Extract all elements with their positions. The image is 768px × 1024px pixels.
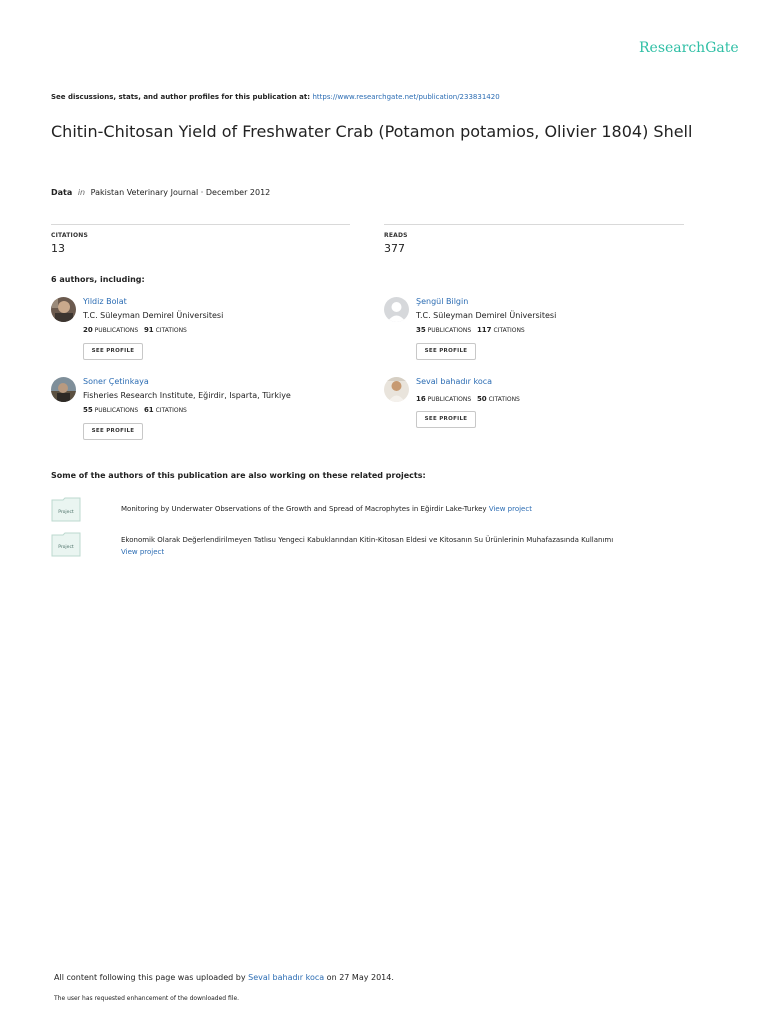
project-item	[121, 503, 532, 515]
divider-left	[51, 224, 350, 225]
uploader-link[interactable]: Seval bahadır koca	[248, 973, 325, 982]
citations-label: CITATIONS	[488, 396, 520, 403]
view-project-link[interactable]: View project	[121, 548, 165, 556]
publication-venue: Pakistan Veterinary Journal · December 2012	[90, 188, 271, 197]
project-item	[121, 534, 613, 558]
publication-meta	[51, 188, 270, 197]
author-name-link[interactable]: Şengül Bilgin	[416, 297, 469, 306]
citations-label: CITATIONS	[155, 327, 187, 334]
citations-label: CITATIONS	[493, 327, 525, 334]
see-profile-button[interactable]: SEE PROFILE	[416, 343, 476, 360]
authors-heading: 6 authors, including:	[51, 275, 145, 284]
upload-note	[54, 973, 394, 982]
citations-label: CITATIONS	[51, 232, 89, 239]
author-card	[51, 297, 371, 369]
author-publications-count: 55	[83, 406, 93, 414]
author-photo-icon[interactable]	[384, 377, 409, 402]
author-publications-count: 20	[83, 326, 93, 334]
author-citations-count: 91	[143, 326, 154, 334]
author-name-link[interactable]: Soner Çetinkaya	[83, 377, 149, 386]
project-folder-icon[interactable]	[51, 497, 81, 522]
author-citations-count: 50	[476, 395, 487, 403]
project-title: Monitoring by Underwater Observations of the Growth and Spread of Macrophytes in Eğirdir Lake-Turkey	[121, 505, 487, 513]
project-title: Ekonomik Olarak Değerlendirilmeyen Tatlısu Yengeci Kabuklarından Kitin-Kitosan Eldesi ve Kitosanın Su Ürünlerinin Muhafazasında Kullanımı	[121, 536, 614, 544]
publications-label: PUBLICATIONS	[427, 396, 472, 403]
author-citations-count: 117	[476, 326, 492, 334]
publication-title: Chitin-Chitosan Yield of Freshwater Crab (Potamon potamios, Olivier 1804) Shell	[51, 122, 693, 141]
upload-prefix: All content following this page was uploaded by	[54, 973, 249, 982]
upload-suffix: on 27 May 2014.	[324, 973, 394, 982]
author-name-link[interactable]: Yildiz Bolat	[83, 297, 127, 306]
discussion-prefix: See discussions, stats, and author profiles for this publication at:	[51, 93, 313, 101]
author-stats	[83, 406, 187, 414]
author-stats	[416, 395, 520, 403]
reads-label: READS	[384, 232, 408, 239]
view-project-link[interactable]: View project	[488, 505, 532, 513]
in-word: in	[77, 188, 86, 197]
author-photo-icon[interactable]	[51, 377, 76, 402]
author-publications-count: 35	[416, 326, 426, 334]
see-profile-button[interactable]: SEE PROFILE	[83, 343, 143, 360]
publications-label: PUBLICATIONS	[94, 407, 139, 414]
project-icon-label: Project	[58, 545, 74, 550]
author-institution: T.C. Süleyman Demirel Üniversitesi	[83, 311, 224, 320]
publications-label: PUBLICATIONS	[427, 327, 472, 334]
projects-heading: Some of the authors of this publication are also working on these related projects:	[51, 471, 426, 480]
citations-value: 13	[51, 242, 65, 255]
publications-label: PUBLICATIONS	[94, 327, 139, 334]
author-stats	[83, 326, 187, 334]
see-profile-button[interactable]: SEE PROFILE	[416, 411, 476, 428]
author-stats	[416, 326, 525, 334]
researchgate-logo[interactable]: ResearchGate	[639, 40, 739, 56]
project-icon-label: Project	[58, 510, 74, 515]
author-institution: Fisheries Research Institute, Eğirdir, Isparta, Türkiye	[83, 391, 291, 400]
publication-url-link[interactable]: https://www.researchgate.net/publication/233831420	[312, 93, 500, 101]
author-card	[51, 377, 371, 449]
author-card	[384, 377, 704, 449]
project-folder-icon[interactable]	[51, 532, 81, 557]
enhancement-note: The user has requested enhancement of the downloaded file.	[54, 995, 240, 1002]
author-publications-count: 16	[416, 395, 426, 403]
default-avatar-icon[interactable]	[384, 297, 409, 322]
author-card	[384, 297, 704, 369]
citations-label: CITATIONS	[155, 407, 187, 414]
author-name-link[interactable]: Seval bahadır koca	[416, 377, 493, 386]
author-institution: T.C. Süleyman Demirel Üniversitesi	[416, 311, 557, 320]
author-photo-icon[interactable]	[51, 297, 76, 322]
see-profile-button[interactable]: SEE PROFILE	[83, 423, 143, 440]
divider-right	[384, 224, 684, 225]
publication-type: Data	[51, 188, 73, 197]
discussion-line	[51, 93, 500, 101]
author-citations-count: 61	[143, 406, 154, 414]
reads-value: 377	[384, 242, 405, 255]
